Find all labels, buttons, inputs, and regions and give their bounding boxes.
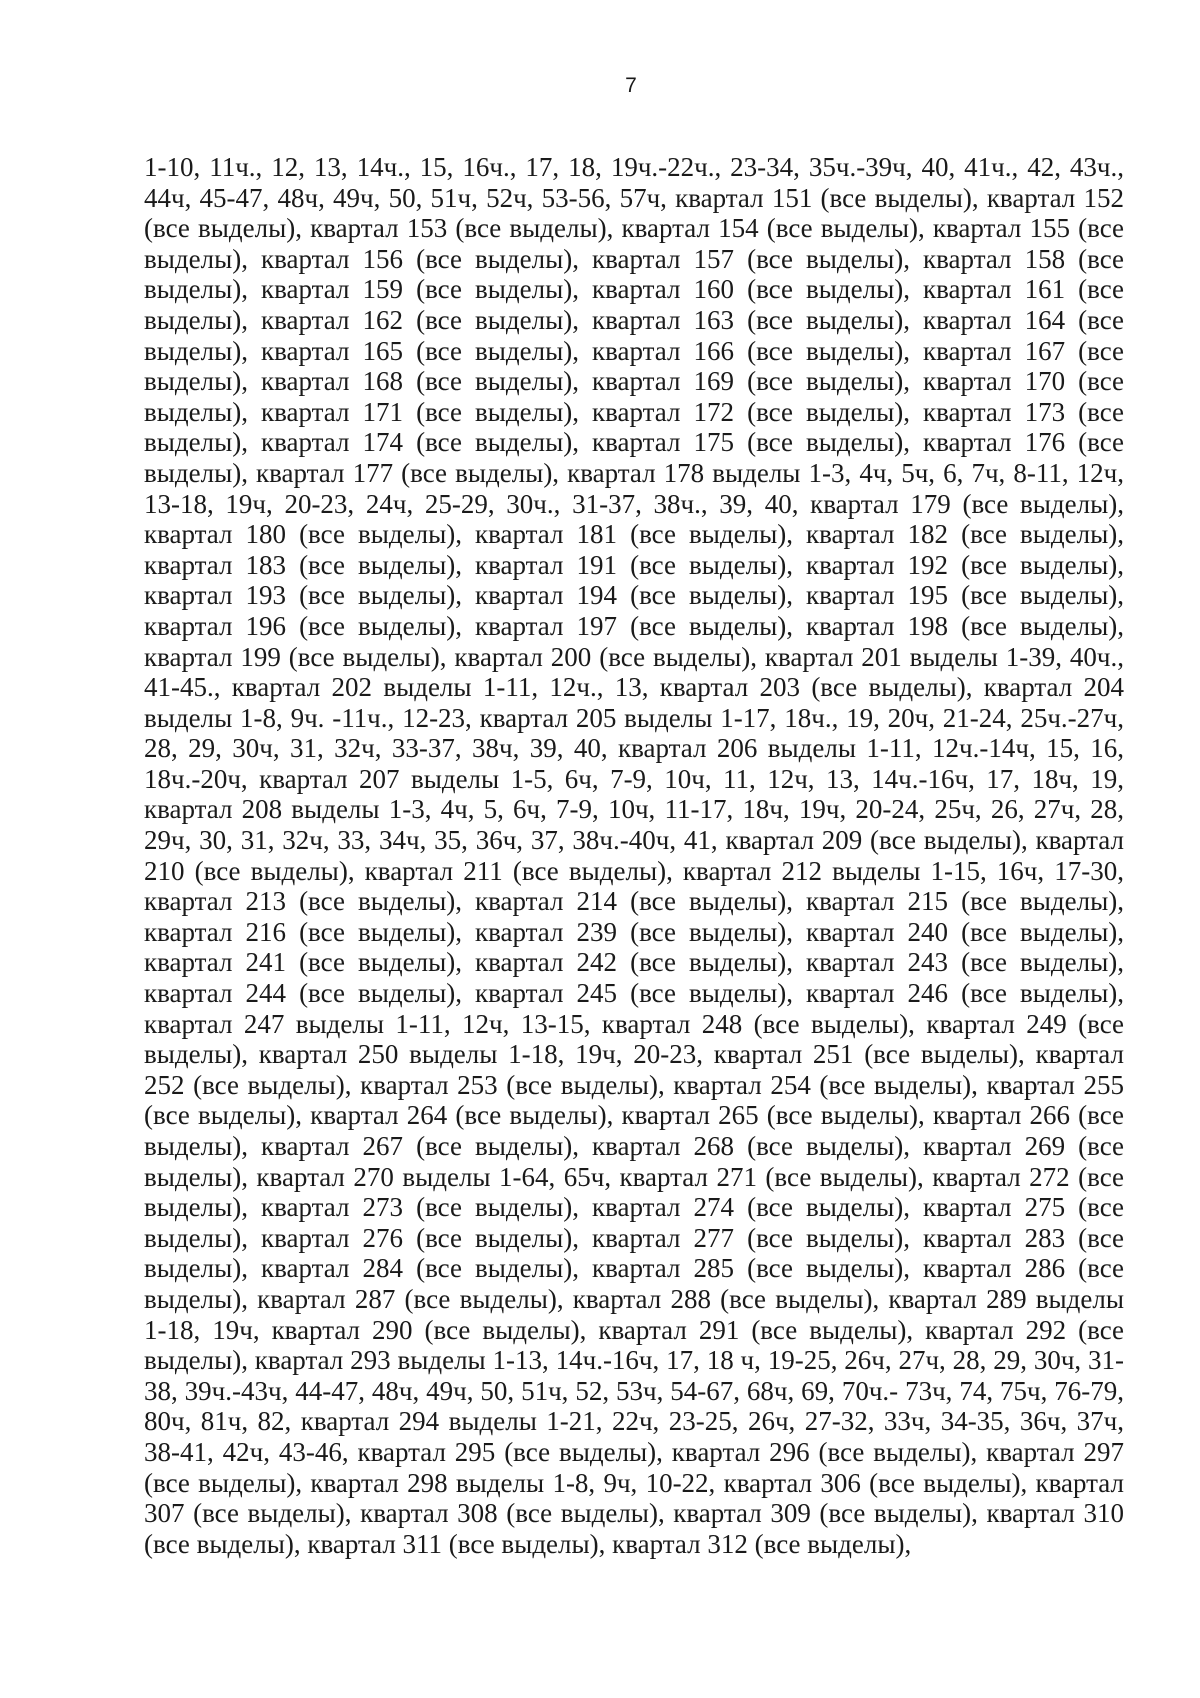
body-paragraph: 1-10, 11ч., 12, 13, 14ч., 15, 16ч., 17, 18, 19ч.-22ч., 23-34, 35ч.-39ч, 40, 41ч., 42, 43ч., 44ч, 45-47, 48ч, 49ч, 50, 51ч, 52ч, 53-56, 57ч, квартал 151 (все выделы), квартал 152 (все выделы), квартал 153 (все выделы), квартал 154 (все выделы), квартал 155 (все выделы), квартал 156 (все выделы), квартал 157 (все выделы), квартал 158 (все выделы), квартал 159 (все выделы), квартал 160 (все выделы), квартал 161 (все выделы), квартал 162 (все выделы), квартал 163 (все выделы), квартал 164 (все выделы), квартал 165 (все выделы), квартал 166 (все выделы), квартал 167 (все выделы), квартал 168 (все выделы), квартал 169 (все выделы), квартал 170 (все выделы), квартал 171 (все выделы), квартал 172 (все выделы), квартал 173 (все выделы), квартал 174 (все выделы), квартал 175 (все выделы), квартал 176 (все выделы), квартал 177 (все выделы), квартал 178 выделы 1-3, 4ч, 5ч, 6, 7ч, 8-11, 12ч, 13-18, 19ч, 20-23, 24ч, 25-29, 30ч., 31-37, 38ч., 39, 40, квартал 179 (все выделы), квартал 180 (все выделы), квартал 181 (все выделы), квартал 182 (все выделы), квартал 183 (все выделы), квартал 191 (все выделы), квартал 192 (все выделы), квартал 193 (все выделы), квартал 194 (все выделы), квартал 195 (все выделы), квартал 196 (все выделы), квартал 197 (все выделы), квартал 198 (все выделы), квартал 199 (все выделы), квартал 200 (все выделы), квартал 201 выделы 1-39, 40ч., 41-45., квартал 202 выделы 1-11, 12ч., 13, квартал 203 (все выделы), квартал 204 выделы 1-8, 9ч. -11ч., 12-23, квартал 205 выделы 1-17, 18ч., 19, 20ч, 21-24, 25ч.-27ч, 28, 29, 30ч, 31, 32ч, 33-37, 38ч, 39, 40, квартал 206 выделы 1-11, 12ч.-14ч, 15, 16, 18ч.-20ч, квартал 207 выделы 1-5, 6ч, 7-9, 10ч, 11, 12ч, 13, 14ч.-16ч, 17, 18ч, 19, квартал 208 выделы 1-3, 4ч, 5, 6ч, 7-9, 10ч, 11-17, 18ч, 19ч, 20-24, 25ч, 26, 27ч, 28, 29ч, 30, 31, 32ч, 33, 34ч, 35, 36ч, 37, 38ч.-40ч, 41, квартал 209 (все выделы), квартал 210 (все выделы), квартал 211 (все выделы), квартал 212 выделы 1-15, 16ч, 17-30, квартал 213 (все выделы), квартал 214 (все выделы), квартал 215 (все выделы), квартал 216 (все выделы), квартал 239 (все выделы), квартал 240 (все выделы), квартал 241 (все выделы), квартал 242 (все выделы), квартал 243 (все выделы), квартал 244 (все выделы), квартал 245 (все выделы), квартал 246 (все выделы), квартал 247 выделы 1-11, 12ч, 13-15, квартал 248 (все выделы), квартал 249 (все выделы), квартал 250 выделы 1-18, 19ч, 20-23, квартал 251 (все выделы), квартал 252 (все выделы), квартал 253 (все выделы), квартал 254 (все выделы), квартал 255 (все выделы), квартал 264 (все выделы), квартал 265 (все выделы), квартал 266 (все выделы), квартал 267 (все выделы), квартал 268 (все выделы), квартал 269 (все выделы), квартал 270 выделы 1-64, 65ч, квартал 271 (все выделы), квартал 272 (все выделы), квартал 273 (все выделы), квартал 274 (все выделы), квартал 275 (все выделы), квартал 276 (все выделы), квартал 277 (все выделы), квартал 283 (все выделы), квартал 284 (все выделы), квартал 285 (все выделы), квартал 286 (все выделы), квартал 287 (все выделы), квартал 288 (все выделы), квартал 289 выделы 1-18, 19ч, квартал 290 (все выделы), квартал 291 (все выделы), квартал 292 (все выделы), квартал 293 выделы 1-13, 14ч.-16ч, 17, 18 ч, 19-25, 26ч, 27ч, 28, 29, 30ч, 31-38, 39ч.-43ч, 44-47, 48ч, 49ч, 50, 51ч, 52, 53ч, 54-67, 68ч, 69, 70ч.- 73ч, 74, 75ч, 76-79, 80ч, 81ч, 82, квартал 294 выделы 1-21, 22ч, 23-25, 26ч, 27-32, 33ч, 34-35, 36ч, 37ч, 38-41, 42ч, 43-46, квартал 295 (все выделы), квартал 296 (все выделы), квартал 297 (все выделы), квартал 298 выделы 1-8, 9ч, 10-22, квартал 306 (все выделы), квартал 307 (все выделы), квартал 308 (все выделы), квартал 309 (все выделы), квартал 310 (все выделы), квартал 311 (все выделы), квартал 312 (все выделы), bbox=[144, 152, 1124, 1559]
page-number: 7 bbox=[625, 74, 637, 97]
